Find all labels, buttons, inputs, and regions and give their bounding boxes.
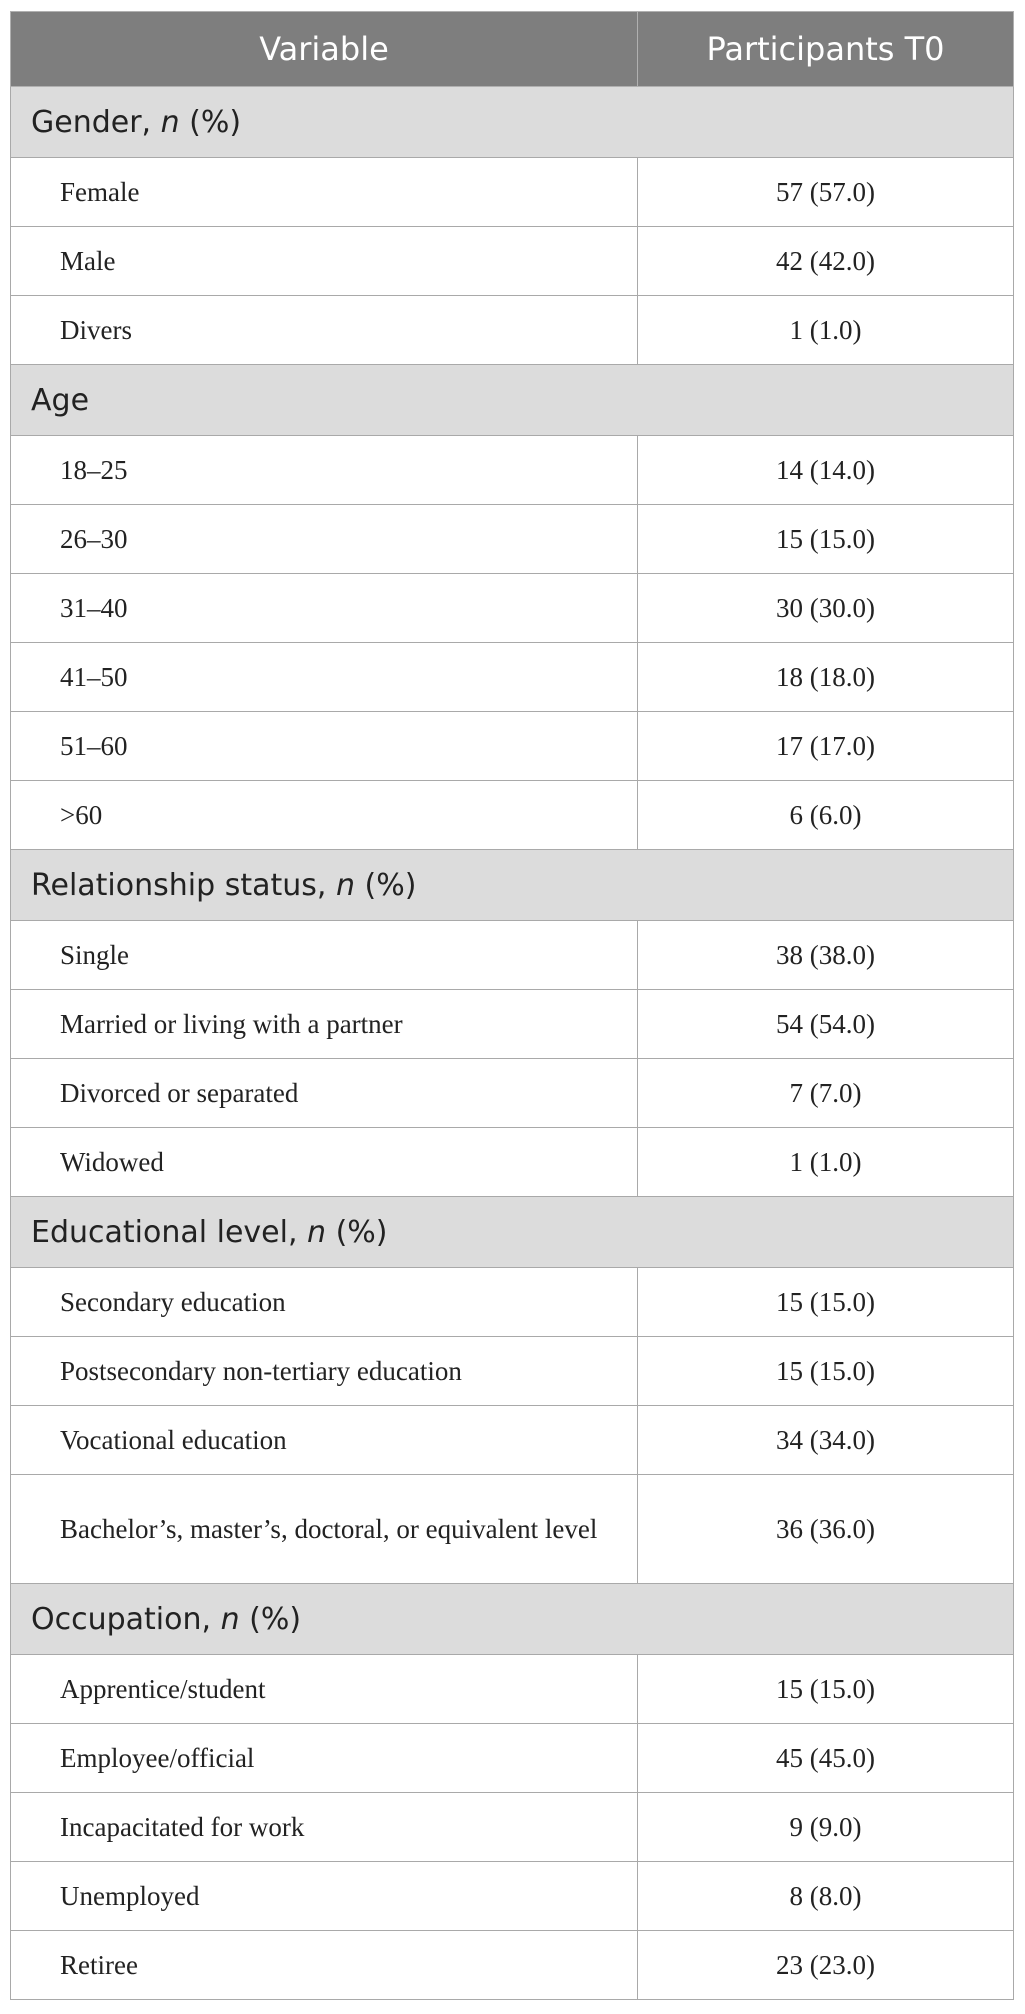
row-label-text: Widowed [60, 1146, 164, 1177]
row-value: 8 (8.0) [638, 1862, 1014, 1931]
participants-table [10, 11, 1014, 2000]
section-title-suffix: (%) [326, 1214, 388, 1250]
row-value: 15 (15.0) [638, 1268, 1014, 1337]
row-label [11, 990, 638, 1059]
row-label [11, 505, 638, 574]
table-row [11, 436, 1014, 505]
table-row [11, 158, 1014, 227]
row-label [11, 1862, 638, 1931]
row-value: 42 (42.0) [638, 227, 1014, 296]
row-label-text: Male [60, 245, 116, 276]
row-label-text: Married or living with a partner [60, 1008, 403, 1039]
row-label [11, 1337, 638, 1406]
row-value: 34 (34.0) [638, 1406, 1014, 1475]
row-label [11, 712, 638, 781]
row-label [11, 1128, 638, 1197]
table-row [11, 1337, 1014, 1406]
row-label-text: 51–60 [60, 730, 128, 761]
row-label-text: Vocational education [60, 1424, 287, 1455]
row-label-text: Bachelor’s, master’s, doctoral, or equivalent level [60, 1514, 598, 1544]
table-body [11, 87, 1014, 2000]
section-title [11, 1197, 1014, 1268]
row-label [11, 1724, 638, 1793]
section-title-text: Age [31, 382, 90, 418]
section-title-text: Educational level, [31, 1214, 308, 1250]
table-row [11, 1655, 1014, 1724]
row-label [11, 1793, 638, 1862]
row-value: 14 (14.0) [638, 436, 1014, 505]
header-variable: Variable [11, 12, 638, 87]
row-value: 7 (7.0) [638, 1059, 1014, 1128]
row-label-text: Incapacitated for work [60, 1811, 305, 1842]
row-label-text: >60 [60, 799, 103, 830]
section-title [11, 365, 1014, 436]
section-title-suffix: (%) [179, 104, 242, 140]
section-title-text: Relationship status, [31, 867, 336, 903]
row-label-text: Apprentice/student [60, 1673, 266, 1704]
row-label-text: Employee/official [60, 1742, 255, 1773]
section-row [11, 1584, 1014, 1655]
row-label-text: 31–40 [60, 592, 128, 623]
row-value: 15 (15.0) [638, 1655, 1014, 1724]
section-title [11, 850, 1014, 921]
section-title [11, 1584, 1014, 1655]
row-value: 1 (1.0) [638, 296, 1014, 365]
table-row [11, 227, 1014, 296]
row-value: 38 (38.0) [638, 921, 1014, 990]
row-label-text: Divers [60, 314, 132, 345]
row-label [11, 436, 638, 505]
header-row [11, 12, 1014, 87]
row-value: 23 (23.0) [638, 1931, 1014, 2000]
row-value: 15 (15.0) [638, 1337, 1014, 1406]
row-label-text: Retiree [60, 1949, 138, 1980]
row-label [11, 1268, 638, 1337]
section-title-suffix: (%) [354, 867, 417, 903]
section-title [11, 87, 1014, 158]
table-row [11, 921, 1014, 990]
row-value: 45 (45.0) [638, 1724, 1014, 1793]
row-label [11, 158, 638, 227]
header-participants-t0: Participants T0 [638, 12, 1014, 87]
row-value: 18 (18.0) [638, 643, 1014, 712]
row-label-text: 26–30 [60, 523, 128, 554]
row-label [11, 1475, 638, 1584]
row-label [11, 296, 638, 365]
row-label [11, 921, 638, 990]
table-row [11, 296, 1014, 365]
row-value: 15 (15.0) [638, 505, 1014, 574]
section-row [11, 1197, 1014, 1268]
table-row [11, 1268, 1014, 1337]
row-label-text: 18–25 [60, 454, 128, 485]
table-row [11, 1475, 1014, 1584]
section-row [11, 850, 1014, 921]
table-row [11, 781, 1014, 850]
table-row [11, 712, 1014, 781]
section-row [11, 365, 1014, 436]
row-value: 54 (54.0) [638, 990, 1014, 1059]
row-label-text: Unemployed [60, 1880, 200, 1911]
table-row [11, 1406, 1014, 1475]
section-title-text: Gender, [31, 104, 161, 140]
row-label [11, 1931, 638, 2000]
row-label [11, 227, 638, 296]
row-label-text: Postsecondary non-tertiary education [60, 1355, 462, 1386]
row-value: 9 (9.0) [638, 1793, 1014, 1862]
table-row [11, 1862, 1014, 1931]
row-label-text: Divorced or separated [60, 1077, 299, 1108]
row-value: 1 (1.0) [638, 1128, 1014, 1197]
row-label [11, 1406, 638, 1475]
table-row [11, 1931, 1014, 2000]
row-label-text: 41–50 [60, 661, 128, 692]
row-label [11, 781, 638, 850]
table-row [11, 574, 1014, 643]
section-title-n: n [220, 1601, 240, 1637]
row-label [11, 574, 638, 643]
row-label-text: Secondary education [60, 1286, 286, 1317]
table-row [11, 1724, 1014, 1793]
row-value: 6 (6.0) [638, 781, 1014, 850]
table-row [11, 1793, 1014, 1862]
row-label-text: Single [60, 939, 130, 970]
row-label [11, 1655, 638, 1724]
row-label [11, 1059, 638, 1128]
row-value: 36 (36.0) [638, 1475, 1014, 1584]
section-title-suffix: (%) [239, 1601, 302, 1637]
row-value: 30 (30.0) [638, 574, 1014, 643]
section-title-n: n [160, 104, 180, 140]
table-row [11, 1059, 1014, 1128]
row-label [11, 643, 638, 712]
participants-table-container [10, 11, 1013, 2000]
section-title-n: n [307, 1214, 327, 1250]
table-row [11, 643, 1014, 712]
table-row [11, 505, 1014, 574]
row-value: 17 (17.0) [638, 712, 1014, 781]
section-row [11, 87, 1014, 158]
table-row [11, 1128, 1014, 1197]
section-title-n: n [335, 867, 355, 903]
row-value: 57 (57.0) [638, 158, 1014, 227]
table-row [11, 990, 1014, 1059]
row-label-text: Female [60, 176, 140, 207]
section-title-text: Occupation, [31, 1601, 221, 1637]
